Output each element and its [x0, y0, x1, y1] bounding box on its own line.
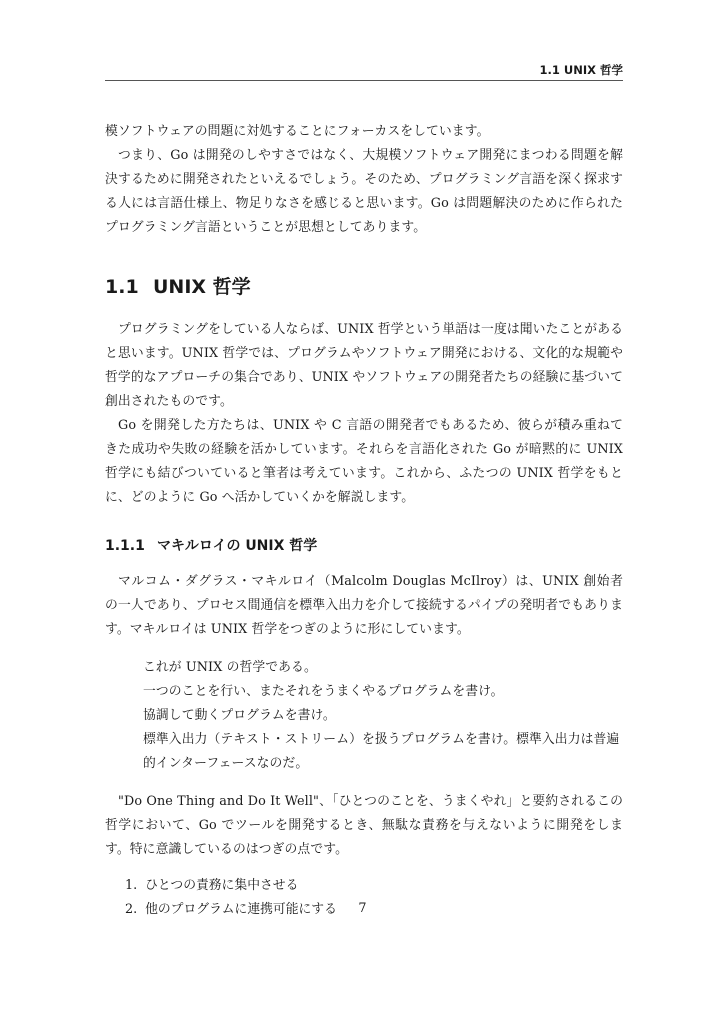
subsection-paragraph-1: マルコム・ダグラス・マキルロイ（Malcolm Douglas McIlroy）は、UNIX 創始者の一人であり、プロセス間通信を標準入出力を介して接続するパイプの発明者でもあります。マキルロイは UNIX 哲学をつぎのように形にしています。: [105, 574, 623, 637]
section-number: 1.1: [105, 276, 139, 298]
list-item-number: 2.: [125, 902, 138, 917]
subsection-title: マキルロイの UNIX 哲学: [157, 538, 318, 554]
header-rule: [105, 80, 623, 81]
quote-line-4: 標準入出力（テキスト・ストリーム）を扱うプログラムを書け。標準入出力は普遍的インターフェースなのだ。: [143, 732, 620, 771]
subsection-paragraph-2: "Do One Thing and Do It Well"、「ひとつのことを、うまくやれ」と要約されるこの哲学において、Go でツールを開発するとき、無駄な責務を与えないように開発をします。特に意識しているのはつぎの点です。: [105, 794, 623, 857]
intro-paragraph: つまり、Go は開発のしやすさではなく、大規模ソフトウェア開発にまつわる問題を解決するために開発されたといえるでしょう。そのため、プログラミング言語を深く探求する人には言語仕様上、物足りなさを感じると思います。Go は問題解決のために作られたプログラミング言語ということが思想としてあります。: [105, 148, 623, 235]
page-number: 7: [358, 901, 367, 916]
section-heading: [105, 274, 623, 300]
subsection-heading: [105, 536, 623, 556]
intro-paragraph-continued: 模ソフトウェアの問題に対処することにフォーカスをしています。: [105, 124, 490, 139]
subsection-number: 1.1.1: [105, 538, 145, 554]
mcilroy-quote: [105, 656, 623, 776]
section-paragraph-1: プログラミングをしている人ならば、UNIX 哲学という単語は一度は聞いたことがあると思います。UNIX 哲学では、プログラムやソフトウェア開発における、文化的な規範や哲学的なアプローチの集合であり、UNIX やソフトウェアの開発者たちの経験に基づいて創出されたものです。: [105, 322, 623, 409]
quote-line-3: 協調して動くプログラムを書け。: [143, 708, 336, 723]
list-item-text: 他のプログラムに連携可能にする: [145, 902, 337, 917]
running-header: 1.1 UNIX 哲学: [539, 63, 623, 77]
quote-line-1: これが UNIX の哲学である。: [143, 660, 317, 675]
list-item-text: ひとつの責務に集中させる: [145, 878, 299, 893]
section-paragraph-2: Go を開発した方たちは、UNIX や C 言語の開発者でもあるため、彼らが積み重ねてきた成功や失敗の経験を活かしています。それらを言語化された Go が暗黙的に UNIX 哲学にも結びついていると筆者は考えています。これから、ふたつの UNIX 哲学をもとに、どのように Go へ活かしていくかを解説します。: [105, 418, 623, 505]
section-title: UNIX 哲学: [153, 276, 251, 298]
list-item-number: 1.: [125, 878, 138, 893]
quote-line-2: 一つのことを行い、またそれをうまくやるプログラムを書け。: [143, 684, 504, 699]
page-content: [105, 120, 623, 922]
list-item: [105, 874, 623, 898]
